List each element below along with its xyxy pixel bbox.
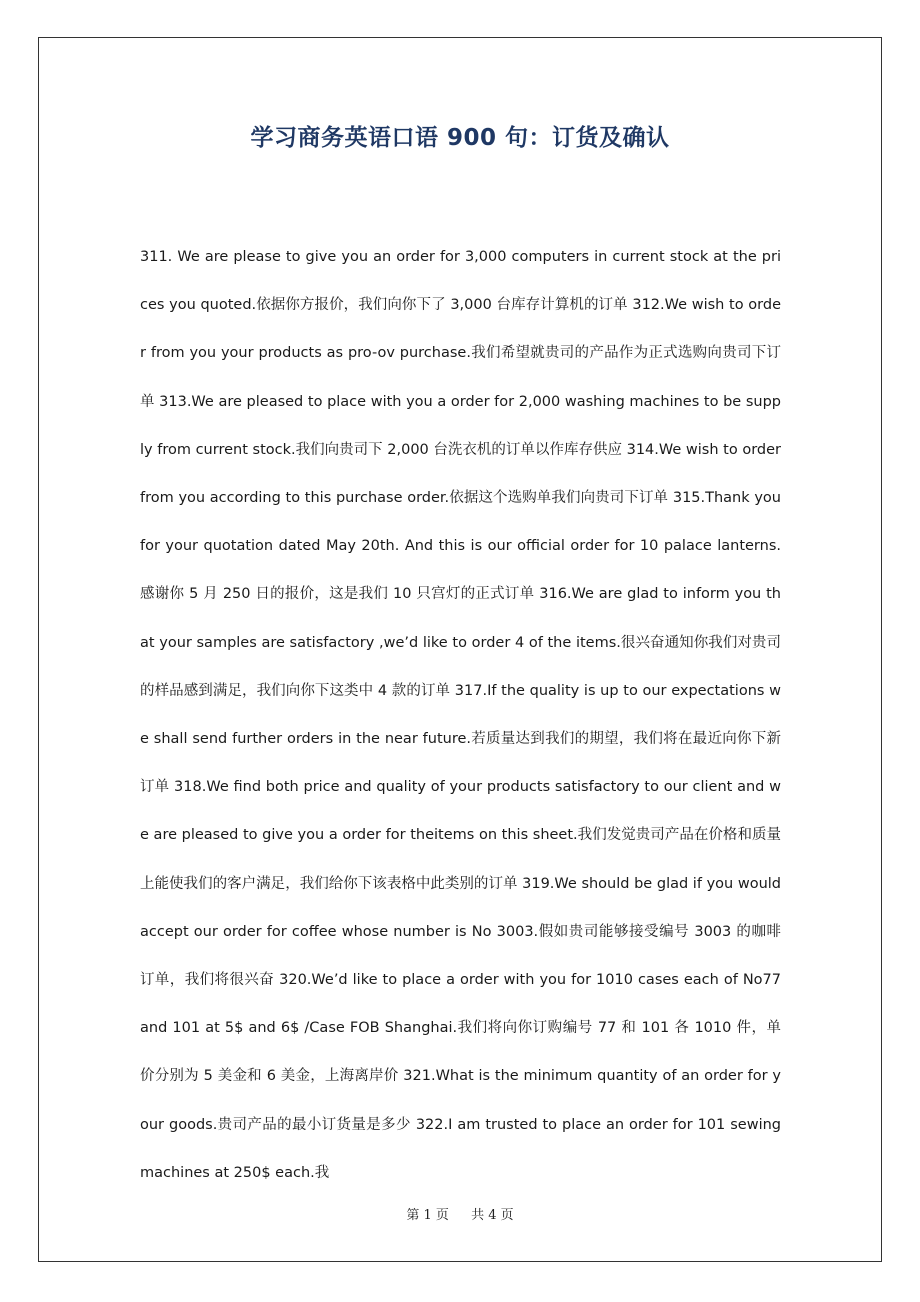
page-footer [0, 1204, 920, 1228]
page-number-total: 共 4 页 [471, 1208, 514, 1223]
page-number-current: 第 1 页 [406, 1208, 449, 1223]
document-body-text: 311. We are please to give you an order for 3,000 computers in current stock at the prices you quoted.依据你方报价，我们向你下了 3,000 台库存计算机的订单 312.We wish to order from you your products as pro-ov purchase.我们希望就贵司的产品作为正式选购向贵司下订单 313.We are pleased to place with you a order for 2,000 washing machines to be supply from current stock.我们向贵司下 2,000 台洗衣机的订单以作库存供应 314.We wish to order from you according to this purchase order.依据这个选购单我们向贵司下订单 315.Thank you for your quotation dated May 20th. And this is our official order for 10 palace lanterns.感谢你 5 月 250 日的报价，这是我们 10 只宫灯的正式订单 316.We are glad to inform you that your samples are satisfactory ,we’d like to order 4 of the items.很兴奋通知你我们对贵司的样品感到满足，我们向你下这类中 4 款的订单 317.If the quality is up to our expectations we shall send further orders in the near future.若质量达到我们的期望，我们将在最近向你下新订单 318.We find both price and quality of your products satisfactory to our client and we are pleased to give you a order for theitems on this sheet.我们发觉贵司产品在价格和质量上能使我们的客户满足，我们给你下该表格中此类别的订单 319.We should be glad if you would accept our order for coffee whose number is No 3003.假如贵司能够接受编号 3003 的咖啡订单，我们将很兴奋 320.We’d like to place a order with you for 1010 cases each of No77 and 101 at 5$ and 6$ /Case FOB Shanghai.我们将向你订购编号 77 和 101 各 1010 件，单价分别为 5 美金和 6 美金，上海离岸价 321.What is the minimum quantity of an order for your goods.贵司产品的最小订货量是多少 322.I am trusted to place an order for 101 sewing machines at 250$ each.我 [140, 249, 781, 1181]
document-title: 学习商务英语口语 900 句：订货及确认 [250, 125, 670, 151]
